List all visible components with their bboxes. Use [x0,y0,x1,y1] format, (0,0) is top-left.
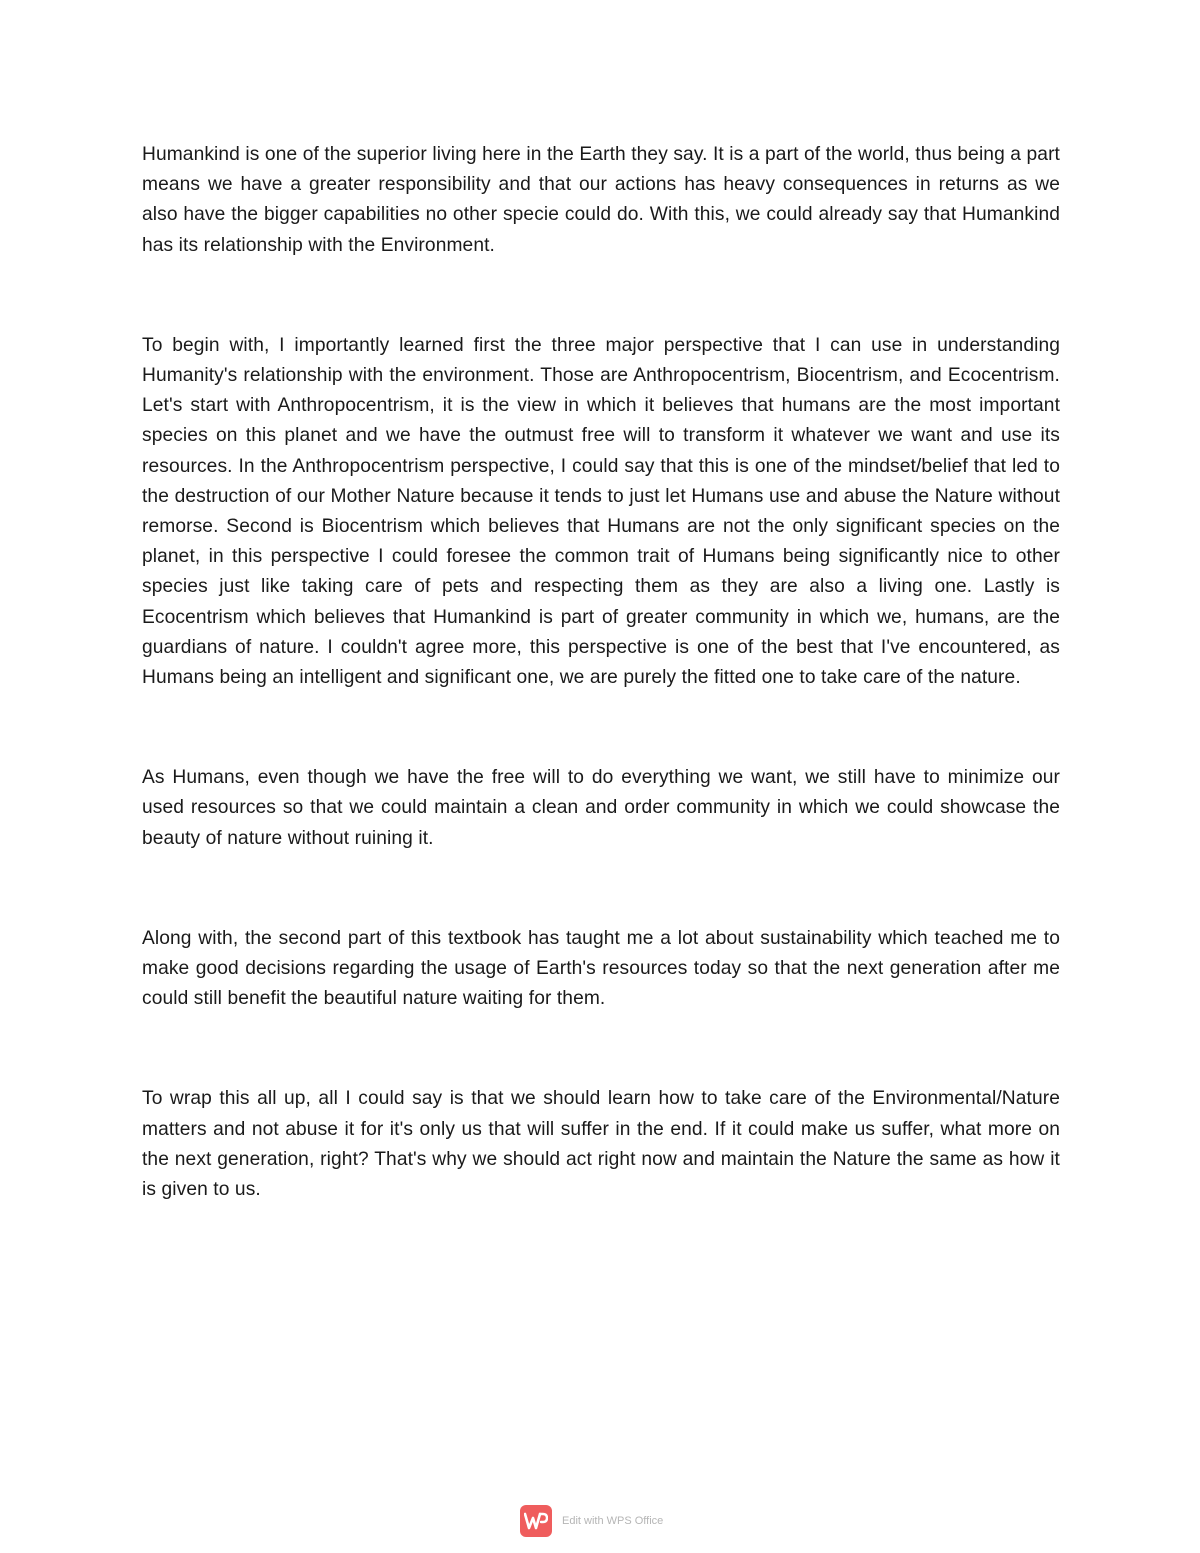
paragraph-intro: Humankind is one of the superior living here in the Earth they say. It is a part of the world, thus being a part means we have a greater responsibility and that our actions has heavy consequences in returns as we also have the bigger capabilities no other specie could do. With this, we could already say that Humankind has its relationship with the Environment. [142,144,1060,256]
wps-watermark[interactable] [520,1505,663,1537]
paragraph-perspectives: To begin with, I importantly learned first the three major perspective that I can use in understanding Humanity's relationship with the environment. Those are Anthropocentrism, Biocentrism, and Ecocentrism. Let's start with Anthropocentrism, it is the view in which it believes that humans are the most important species on this planet and we have the outmust free will to transform it whatever we want and use its resources. In the Anthropocentrism perspective, I could say that this is one of the mindset/belief that led to the destruction of our Mother Nature because it tends to just let Humans use and abuse the Nature without remorse. Second is Biocentrism which believes that Humans are not the only significant species on the planet, in this perspective I could foresee the common trait of Humans being significantly nice to other species just like taking care of pets and respecting them as they are also a living one. Lastly is Ecocentrism which believes that Humankind is part of greater community in which we, humans, are the guardians of nature. I couldn't agree more, this perspective is one of the best that I've encountered, as Humans being an intelligent and significant one, we are purely the fitted one to take care of the nature. [142,334,1060,689]
paragraph-free-will: As Humans, even though we have the free will to do everything we want, we still have to minimize our used resources so that we could maintain a clean and order community in which we could showcase the beauty of nature without ruining it. [142,767,1060,849]
watermark-text: Edit with WPS Office [562,1515,664,1527]
wps-office-logo-icon [520,1505,552,1537]
document-body [142,140,1060,1275]
paragraph-sustainability: Along with, the second part of this textbook has taught me a lot about sustainability which teached me to make good decisions regarding the usage of Earth's resources today so that the next generation after me could still benefit the beautiful nature waiting for them. [142,927,1060,1010]
paragraph-conclusion: To wrap this all up, all I could say is that we should learn how to take care of the Environmental/Nature matters and not abuse it for it's only us that will suffer in the end. If it could make us suffer, what more on the next generation, right? That's why we should act right now and maintain the Nature the same as how it is given to us. [142,1088,1060,1201]
